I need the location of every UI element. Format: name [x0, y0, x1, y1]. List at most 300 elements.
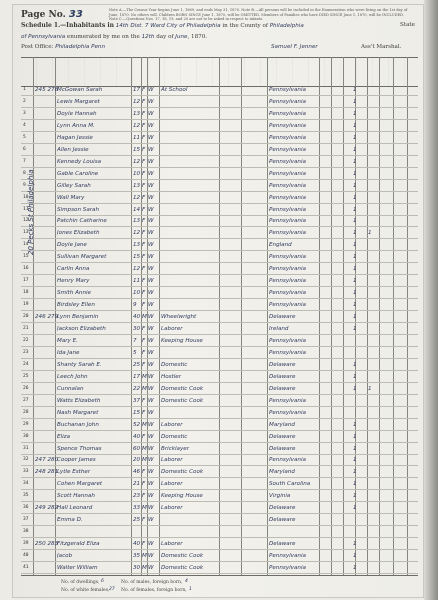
sex-value: F	[142, 397, 146, 404]
line-number: 6	[23, 146, 26, 152]
sex-value: F	[142, 517, 146, 524]
marshal-label: Ass't Marshal.	[361, 44, 402, 50]
table-row	[21, 479, 418, 490]
post-office-line	[21, 44, 416, 50]
occupation: Wheelwright	[161, 314, 197, 321]
county-value: Philadelphia	[269, 23, 304, 29]
page-label: Page No.	[21, 10, 66, 20]
table-row	[21, 109, 418, 120]
subdivision-value: 14th Dist. 7 Ward City of Philadelphia	[115, 23, 221, 29]
line-number: 8	[23, 170, 26, 176]
occupation: Domestic Cook	[161, 397, 204, 404]
tally-mark: 1	[353, 361, 357, 368]
age-value: 17	[133, 373, 141, 380]
line-number: 36	[23, 505, 29, 511]
birthplace: Pennsylvania	[269, 565, 306, 571]
tally-mark: 1	[353, 146, 357, 153]
entry-grid	[21, 85, 418, 575]
birthplace: Pennsylvania	[269, 158, 306, 165]
age-value: 25	[133, 361, 141, 368]
dwellings-label: No. of dwellings,	[61, 580, 100, 585]
age-value: 5	[133, 349, 137, 356]
sex-value: F	[142, 98, 146, 105]
age-value: 13	[133, 218, 141, 225]
person-name: Scott Hannah	[57, 493, 95, 500]
marshal-signature: Samuel F. Jenner	[271, 44, 318, 50]
line-number: 21	[23, 326, 29, 331]
age-value: 15	[133, 254, 141, 261]
birthplace: Pennsylvania	[269, 457, 306, 464]
race-value: W	[148, 337, 154, 344]
person-name: Cohen Margaret	[57, 481, 103, 488]
age-value: 7	[133, 337, 137, 344]
person-name: Sullivan Margaret	[57, 254, 107, 261]
age-value: 20	[133, 457, 141, 464]
table-row	[21, 408, 418, 419]
sex-value: M	[142, 385, 147, 392]
table-row	[21, 539, 418, 550]
person-name: Spence Thomas	[57, 445, 102, 452]
birthplace: Ireland	[269, 326, 289, 332]
age-value: 52	[133, 421, 141, 428]
age-value: 15	[133, 409, 141, 416]
occupation: Laborer	[161, 421, 183, 428]
person-name: Watts Elizabeth	[57, 397, 101, 404]
race-value: W	[148, 505, 154, 512]
tally-mark: 1	[353, 326, 357, 332]
tally-mark: 1	[353, 218, 357, 225]
tally-mark: 1	[353, 541, 357, 548]
race-value: W	[148, 349, 154, 356]
tally-mark: 1	[353, 433, 357, 440]
birthplace: Pennsylvania	[269, 553, 306, 560]
tally-mark: 1	[353, 254, 357, 261]
line-number: 7	[23, 158, 26, 164]
person-name: Carlin Anna	[57, 266, 90, 273]
sex-value: F	[142, 158, 146, 165]
table-row	[21, 396, 418, 407]
birthplace: Pennsylvania	[269, 290, 306, 297]
person-name: Leech John	[57, 373, 88, 380]
age-value: 14	[133, 206, 141, 213]
dwelling-number: 245 278	[35, 87, 59, 93]
birthplace: Maryland	[269, 469, 295, 476]
age-value: 10	[133, 290, 141, 297]
page-shadow	[424, 0, 438, 600]
foreign-males-value: 4	[185, 579, 188, 584]
tally-mark: 1	[353, 98, 357, 105]
race-value: W	[148, 445, 154, 452]
schedule-line	[21, 22, 416, 30]
birthplace: Pennsylvania	[269, 266, 306, 273]
table-row	[21, 300, 418, 311]
age-value: 37	[133, 397, 141, 404]
sex-value: F	[142, 218, 146, 225]
year-value: 1870.	[191, 34, 208, 40]
table-row	[21, 276, 418, 287]
table-row	[21, 312, 418, 323]
birthplace: Pennsylvania	[269, 230, 306, 237]
birthplace: Pennsylvania	[269, 194, 306, 201]
table-row	[21, 515, 418, 526]
race-value: W	[148, 182, 154, 189]
line-number: 18	[23, 290, 29, 296]
sex-value: M	[142, 445, 147, 452]
tally-mark: 1	[353, 194, 357, 201]
age-value: 15	[133, 146, 141, 153]
sex-value: F	[142, 87, 146, 93]
person-name: Hagan Jessie	[57, 134, 93, 141]
line-number: 11	[23, 206, 29, 212]
person-name: Henry Mary	[57, 278, 90, 285]
tally-mark: 1	[353, 206, 357, 213]
age-value: 12	[133, 266, 141, 273]
dwelling-number: 250 283	[35, 541, 59, 548]
line-number: 13	[23, 230, 29, 236]
line-number: 1	[23, 87, 26, 92]
line-number: 15	[23, 254, 29, 260]
birthplace: Delaware	[269, 385, 296, 392]
age-value: 30	[133, 326, 141, 332]
table-row	[21, 455, 418, 466]
line-number: 12	[23, 218, 29, 224]
age-value: 60	[133, 445, 141, 452]
age-value: 17	[133, 87, 141, 93]
age-value: 12	[133, 194, 141, 201]
birthplace: Pennsylvania	[269, 349, 306, 356]
occupation: Domestic Cook	[161, 553, 204, 560]
person-name: Kennedy Louisa	[57, 158, 102, 165]
line-number: 25	[23, 373, 29, 379]
table-row	[21, 145, 418, 156]
occupation: Keeping House	[161, 337, 203, 344]
table-row	[21, 467, 418, 478]
person-name: Eliza	[57, 433, 71, 440]
occupation: Laborer	[161, 481, 183, 488]
tally-mark: 1	[353, 266, 357, 273]
table-row	[21, 85, 418, 96]
sex-value: F	[142, 337, 146, 344]
birthplace: Pennsylvania	[269, 146, 306, 153]
age-value: 23	[133, 493, 141, 500]
person-name: Lynn Anna M.	[57, 122, 95, 129]
line-number: 24	[23, 361, 29, 367]
line-number: 22	[23, 337, 29, 343]
occupation: Laborer	[161, 457, 183, 464]
age-value: 9	[133, 302, 137, 309]
table-row	[21, 563, 418, 574]
sex-value: F	[142, 278, 146, 285]
table-row	[21, 264, 418, 275]
age-value: 22	[133, 385, 141, 392]
race-value: W	[148, 493, 154, 500]
tally-mark: 1	[353, 278, 357, 285]
race-value: W	[148, 553, 154, 560]
race-value: W	[148, 110, 154, 117]
sex-value: F	[142, 541, 146, 548]
sex-value: M	[142, 565, 147, 571]
line-number: 34	[23, 481, 29, 487]
age-value: 46	[133, 469, 141, 476]
occupation: Laborer	[161, 505, 183, 512]
person-name: Jones Elizabeth	[57, 230, 100, 237]
birthplace: Delaware	[269, 373, 296, 380]
occupation: At School	[161, 87, 188, 93]
table-row	[21, 348, 418, 359]
table-row	[21, 372, 418, 383]
birthplace: Pennsylvania	[269, 182, 306, 189]
line-number: 33	[23, 469, 29, 475]
occupation: Domestic	[161, 433, 188, 440]
instructions-note: Note A.—The Census Year begins June 1, 1869, and ends May 31, 1870. Note B.—All persons will be included in the Enumeration who were living on the 1st day of June, 1870. No others will. Children BORN SINCE June 1, 1870, will be OMITTED. Members of Families who have DIED SINCE June 1, 1870, will be INCLUDED. Note C.—Questions Nos. 17, 18, 19, and 20 are not to be asked in respect to infants.	[109, 8, 408, 21]
line-number: 30	[23, 433, 29, 439]
schedule-label: Schedule 1.—Inhabitants in	[21, 22, 114, 29]
sex-value: F	[142, 122, 146, 129]
person-name: Buchanan John	[57, 421, 99, 428]
tally-mark: 1	[353, 553, 357, 560]
dwelling-number: 248 281	[35, 469, 59, 476]
sex-value: F	[142, 206, 146, 213]
line-number: 2	[23, 98, 26, 104]
age-value: 12	[133, 122, 141, 129]
birthplace: Maryland	[269, 421, 295, 428]
age-value: 11	[133, 278, 141, 285]
post-office-value: Philadelphia Penn	[55, 44, 106, 50]
sex-value: F	[142, 254, 146, 261]
sex-value: M	[142, 457, 147, 464]
race-value: W	[148, 433, 154, 440]
page-number-value: 33	[68, 9, 83, 20]
occupation: Domestic Cook	[161, 385, 204, 392]
table-row	[21, 384, 418, 395]
birthplace: Pennsylvania	[269, 409, 306, 416]
table-row	[21, 228, 418, 239]
line-number: 17	[23, 278, 29, 284]
occupation: Laborer	[161, 326, 183, 332]
tally-mark: 1	[353, 445, 357, 452]
tally-mark: 1	[353, 385, 357, 392]
sex-value: F	[142, 302, 146, 309]
sex-value: F	[142, 493, 146, 500]
sex-value: F	[142, 433, 146, 440]
sex-value: M	[142, 505, 147, 512]
person-name: Gable Caroline	[57, 170, 99, 177]
race-value: W	[148, 314, 154, 321]
race-value: W	[148, 517, 154, 524]
tally-mark: 1	[353, 110, 357, 117]
occupation: Hostler	[161, 373, 182, 380]
tally-mark: 1	[353, 122, 357, 129]
summary-footer	[21, 575, 418, 598]
age-value: 12	[133, 158, 141, 165]
birthplace: South Carolina	[269, 481, 311, 488]
table-row	[21, 491, 418, 502]
birthplace: Pennsylvania	[269, 206, 306, 213]
birthplace: Pennsylvania	[269, 218, 306, 225]
tally-mark: 1	[353, 302, 357, 309]
line-number: 31	[23, 445, 29, 451]
county-label: in the County of	[222, 23, 268, 29]
sex-value: M	[142, 553, 147, 560]
line-number: 5	[23, 134, 26, 140]
dwelling-number: 246 279	[35, 314, 59, 321]
line-number: 35	[23, 493, 29, 499]
table-row	[21, 503, 418, 514]
age-value: 35	[133, 553, 141, 560]
line-number: 4	[23, 122, 26, 128]
person-name: Doyle Jane	[57, 242, 87, 249]
age-value: 21	[133, 481, 141, 488]
line-number: 27	[23, 397, 29, 403]
occupation: Bricklayer	[161, 445, 190, 452]
census-sheet	[12, 4, 424, 598]
birthplace: Pennsylvania	[269, 110, 306, 117]
line-number: 23	[23, 349, 29, 355]
table-row	[21, 324, 418, 335]
race-value: W	[148, 290, 154, 297]
line-number: 16	[23, 266, 29, 272]
tally-mark: 1	[353, 290, 357, 297]
tally-mark: 1	[353, 469, 357, 476]
race-value: W	[148, 98, 154, 105]
sex-value: F	[142, 326, 146, 332]
race-value: W	[148, 194, 154, 201]
line-number: 26	[23, 385, 29, 391]
sex-value: M	[142, 314, 147, 321]
race-value: W	[148, 134, 154, 141]
age-value: 33	[133, 505, 141, 512]
age-value: 40	[133, 541, 141, 548]
race-value: W	[148, 122, 154, 129]
birthplace: Pennsylvania	[269, 337, 306, 344]
person-name: Hall Leonard	[57, 505, 93, 512]
line-number: 40	[23, 553, 29, 559]
age-value: 11	[133, 134, 141, 141]
tally-mark-2: 1	[368, 230, 372, 237]
line-number: 38	[23, 529, 29, 535]
state-label: State	[400, 22, 415, 28]
birthplace: Delaware	[269, 541, 296, 548]
person-name: Jacob	[57, 553, 73, 560]
sex-value: M	[142, 421, 147, 428]
table-row	[21, 527, 418, 538]
sex-value: F	[142, 194, 146, 201]
sex-value: F	[142, 134, 146, 141]
age-value: 40	[133, 433, 141, 440]
day-label: day of	[156, 34, 174, 40]
foreign-females-value: 1	[189, 587, 192, 592]
birthplace: Pennsylvania	[269, 170, 306, 177]
person-name: Patchin Catharine	[57, 218, 107, 225]
occupation: Domestic	[161, 361, 188, 368]
birthplace: Pennsylvania	[269, 302, 306, 309]
table-row	[21, 169, 418, 180]
occupation: Domestic Cook	[161, 469, 204, 476]
birthplace: Delaware	[269, 361, 296, 368]
tally-mark: 1	[353, 493, 357, 500]
sex-value: F	[142, 361, 146, 368]
age-value: 25	[133, 517, 141, 524]
sex-value: F	[142, 182, 146, 189]
birthplace: Delaware	[269, 314, 296, 321]
birthplace: Delaware	[269, 517, 296, 524]
race-value: W	[148, 409, 154, 416]
line-number: 39	[23, 541, 29, 547]
race-value: W	[148, 457, 154, 464]
race-value: W	[148, 170, 154, 177]
sex-value: F	[142, 349, 146, 356]
line-number: 37	[23, 517, 29, 523]
age-value: 30	[133, 565, 141, 571]
age-value: 10	[133, 170, 141, 177]
sex-value: F	[142, 266, 146, 273]
person-name: Emma D.	[57, 517, 83, 524]
race-value: W	[148, 421, 154, 428]
line-number: 29	[23, 421, 29, 427]
sex-value: M	[142, 373, 147, 380]
foreign-males-label: No. of males, foreign born,	[121, 580, 183, 585]
line-number: 32	[23, 457, 29, 463]
sex-value: F	[142, 469, 146, 476]
line-number: 41	[23, 565, 29, 570]
race-value: W	[148, 565, 154, 571]
table-row	[21, 205, 418, 216]
race-value: W	[148, 230, 154, 237]
tally-mark: 1	[353, 505, 357, 512]
person-name: Lynn Benjamin	[57, 314, 99, 321]
race-value: W	[148, 385, 154, 392]
line-number: 20	[23, 314, 29, 320]
race-value: W	[148, 541, 154, 548]
day-value: 12th	[141, 34, 155, 40]
race-value: W	[148, 469, 154, 476]
sex-value: F	[142, 170, 146, 177]
sex-value: F	[142, 146, 146, 153]
person-name: McGowan Sarah	[57, 87, 103, 93]
birthplace: Pennsylvania	[269, 278, 306, 285]
line-number: 14	[23, 242, 29, 248]
person-name: Shanty Sarah E.	[57, 361, 102, 368]
race-value: W	[148, 302, 154, 309]
table-row	[21, 288, 418, 299]
table-row	[21, 216, 418, 227]
sex-value: F	[142, 290, 146, 297]
tally-mark: 1	[353, 87, 357, 93]
tally-mark: 1	[353, 314, 357, 321]
occupation: Domestic Cook	[161, 565, 204, 571]
post-office-label: Post Office:	[21, 44, 54, 50]
tally-mark: 1	[353, 242, 357, 249]
line-number: 10	[23, 194, 29, 200]
birthplace: Pennsylvania	[269, 254, 306, 261]
race-value: W	[148, 361, 154, 368]
birthplace: Pennsylvania	[269, 122, 306, 129]
race-value: W	[148, 87, 154, 93]
birthplace: Delaware	[269, 433, 296, 440]
age-value: 12	[133, 98, 141, 105]
page-number	[21, 9, 83, 20]
birthplace: Pennsylvania	[269, 87, 306, 93]
sex-value: F	[142, 230, 146, 237]
race-value: W	[148, 254, 154, 261]
line-number: 28	[23, 409, 29, 415]
margin-annotation: 20 Pecks St Philadelphia	[27, 169, 35, 255]
person-name: Simpson Sarah	[57, 206, 100, 213]
person-name: Allen Jessie	[57, 146, 89, 153]
sex-value: F	[142, 242, 146, 249]
tally-mark: 1	[353, 230, 357, 237]
race-value: W	[148, 158, 154, 165]
